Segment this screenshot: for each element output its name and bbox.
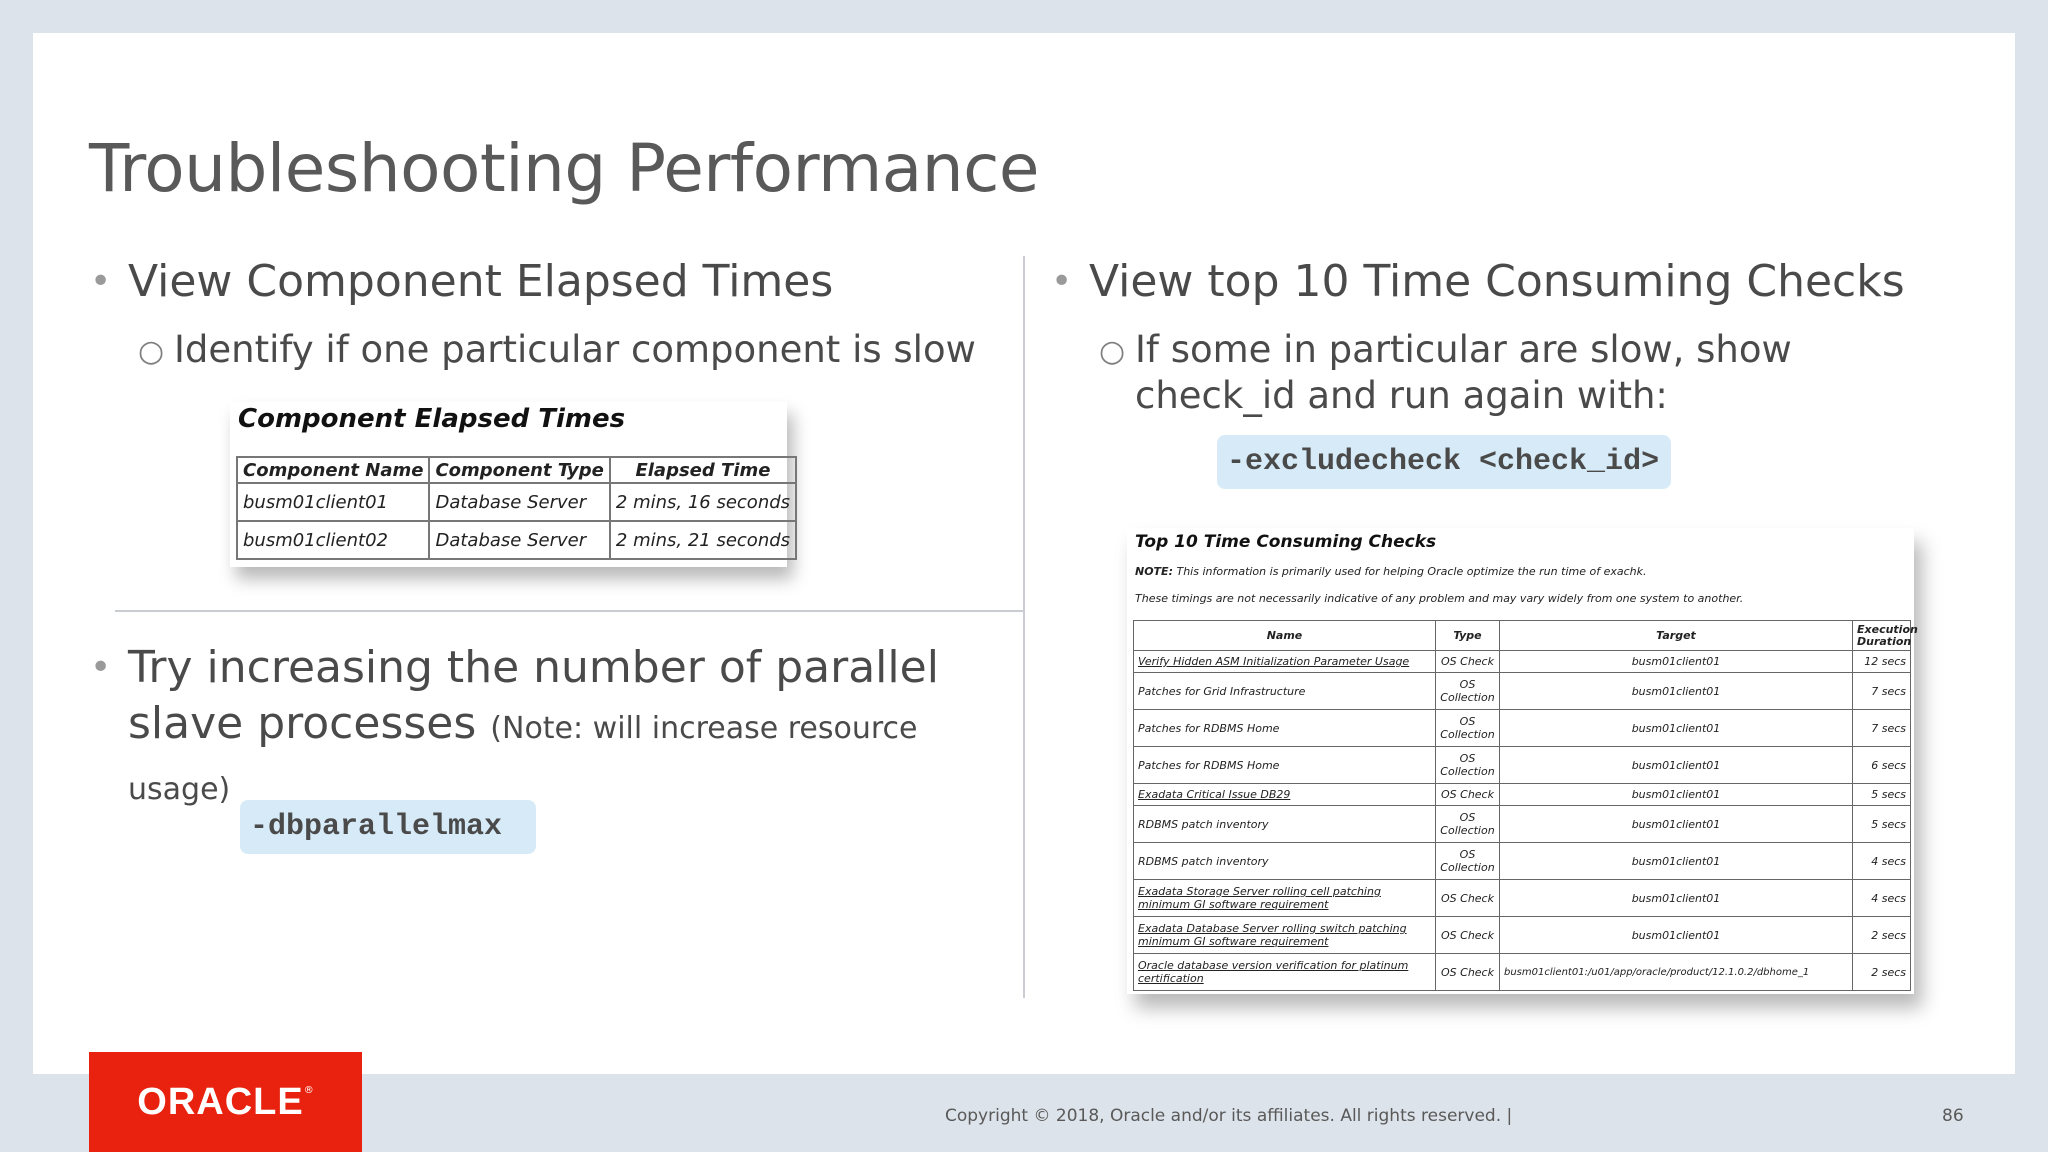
table-cell: Patches for RDBMS Home [1134, 747, 1436, 784]
sub-bullet-ring-icon: ○ [138, 334, 165, 369]
left-bullet-1 [90, 254, 834, 310]
table-cell: OS Collection [1436, 673, 1500, 710]
right-bullet-1-text: View top 10 Time Consuming Checks [1089, 256, 1905, 307]
bullet-dot-icon: • [90, 647, 112, 688]
table-cell: OS Check [1436, 784, 1500, 806]
col-header: Type [1436, 621, 1500, 651]
top-10-checks-card [1127, 528, 1918, 994]
col-header: Elapsed Time [610, 457, 796, 483]
table-cell: RDBMS patch inventory [1134, 806, 1436, 843]
table-cell: OS Collection [1436, 806, 1500, 843]
table-row [1134, 806, 1911, 843]
top-10-checks-table [1133, 620, 1918, 991]
table-cell: busm01client01 [1500, 747, 1853, 784]
table-cell: busm01client02 [237, 521, 429, 559]
left-bullet-2 [90, 640, 1008, 818]
table-row [1134, 784, 1911, 806]
check-name-link[interactable]: Exadata Critical Issue DB29 [1134, 784, 1436, 806]
left-bullet-1-text: View Component Elapsed Times [128, 256, 834, 307]
table-cell: 2 secs [1853, 917, 1911, 954]
note-line-1 [1135, 565, 1646, 578]
left-sub-1 [138, 327, 976, 373]
table-cell: 5 secs [1853, 806, 1911, 843]
note-line-2: These timings are not necessarily indicative of any problem and may vary widely from one system to another. [1135, 592, 1744, 605]
table-cell: 7 secs [1853, 673, 1911, 710]
table-cell: busm01client01 [1500, 843, 1853, 880]
table-cell: busm01client01 [1500, 806, 1853, 843]
check-name-link[interactable]: Oracle database version verification for platinum certification [1134, 954, 1436, 991]
registered-mark-icon: ® [303, 1084, 314, 1096]
copyright-footer: Copyright © 2018, Oracle and/or its affiliates. All rights reserved. | [945, 1106, 1513, 1126]
table-cell: busm01client01 [1500, 784, 1853, 806]
table-row [1134, 954, 1911, 991]
table-row [1134, 651, 1911, 673]
check-name-link[interactable]: Exadata Storage Server rolling cell patching minimum GI software requirement [1134, 880, 1436, 917]
page-title: Troubleshooting Performance [89, 130, 1039, 207]
check-name-link[interactable]: Exadata Database Server rolling switch patching minimum GI software requirement [1134, 917, 1436, 954]
table-cell: 12 secs [1853, 651, 1911, 673]
table-cell: 6 secs [1853, 747, 1911, 784]
top-10-table-title: Top 10 Time Consuming Checks [1135, 532, 1437, 552]
component-table-title: Component Elapsed Times [238, 404, 626, 434]
table-cell: OS Collection [1436, 747, 1500, 784]
left-bullet-2-text: Try increasing the number of parallel slave processes [128, 642, 939, 749]
component-elapsed-table [236, 456, 797, 560]
table-cell: OS Collection [1436, 843, 1500, 880]
table-cell: Patches for RDBMS Home [1134, 710, 1436, 747]
col-header: Name [1134, 621, 1436, 651]
vertical-divider [1023, 256, 1025, 998]
table-cell: OS Check [1436, 651, 1500, 673]
table-row [1134, 917, 1911, 954]
col-header: Component Name [237, 457, 429, 483]
table-row [237, 521, 796, 559]
table-row [1134, 747, 1911, 784]
table-cell: 4 secs [1853, 880, 1911, 917]
col-header: Target [1500, 621, 1853, 651]
table-cell: busm01client01 [1500, 880, 1853, 917]
table-cell: busm01client01 [1500, 917, 1853, 954]
table-cell: 5 secs [1853, 784, 1911, 806]
oracle-logo-text: ORACLE [137, 1080, 304, 1123]
table-cell: 4 secs [1853, 843, 1911, 880]
note-text-1: This information is primarily used for helping Oracle optimize the run time of exachk. [1176, 565, 1647, 578]
check-name-link[interactable]: Verify Hidden ASM Initialization Parameter Usage [1134, 651, 1436, 673]
table-cell: 2 secs [1853, 954, 1911, 991]
table-cell: Database Server [429, 483, 609, 521]
left-sub-1-text: Identify if one particular component is slow [174, 328, 976, 371]
right-sub-1-text: If some in particular are slow, show check_id and run again with: [1135, 328, 1792, 417]
component-elapsed-times-card [230, 402, 791, 567]
table-cell: 7 secs [1853, 710, 1911, 747]
horizontal-divider [115, 610, 1023, 612]
table-cell: RDBMS patch inventory [1134, 843, 1436, 880]
oracle-logo [89, 1052, 362, 1152]
right-sub-1 [1099, 327, 1935, 419]
table-cell: Patches for Grid Infrastructure [1134, 673, 1436, 710]
table-cell: busm01client01 [1500, 710, 1853, 747]
table-row [1134, 843, 1911, 880]
col-header: Execution Duration [1853, 621, 1911, 651]
table-cell: busm01client01:/u01/app/oracle/product/12.1.0.2/dbhome_1 [1500, 954, 1853, 991]
note-label: NOTE: [1135, 565, 1173, 578]
table-cell: busm01client01 [1500, 651, 1853, 673]
col-header: Component Type [429, 457, 609, 483]
table-cell: Database Server [429, 521, 609, 559]
table-row [1134, 710, 1911, 747]
dbparallelmax-command: -dbparallelmax [240, 800, 536, 854]
table-cell: 2 mins, 21 seconds [610, 521, 796, 559]
table-cell: OS Check [1436, 917, 1500, 954]
table-cell: OS Collection [1436, 710, 1500, 747]
left-bullet-2-note: (Note: will increase resource usage) [128, 711, 918, 807]
table-row [1134, 673, 1911, 710]
table-row [1134, 880, 1911, 917]
table-cell: busm01client01 [1500, 673, 1853, 710]
table-cell: 2 mins, 16 seconds [610, 483, 796, 521]
excludecheck-command: -excludecheck <check_id> [1217, 435, 1671, 489]
table-cell: busm01client01 [237, 483, 429, 521]
bullet-dot-icon: • [90, 261, 112, 302]
sub-bullet-ring-icon: ○ [1099, 334, 1126, 369]
right-bullet-1 [1051, 254, 1905, 310]
bullet-dot-icon: • [1051, 261, 1073, 302]
table-cell: OS Check [1436, 954, 1500, 991]
table-cell: OS Check [1436, 880, 1500, 917]
page-number: 86 [1942, 1106, 1964, 1126]
table-row [237, 483, 796, 521]
